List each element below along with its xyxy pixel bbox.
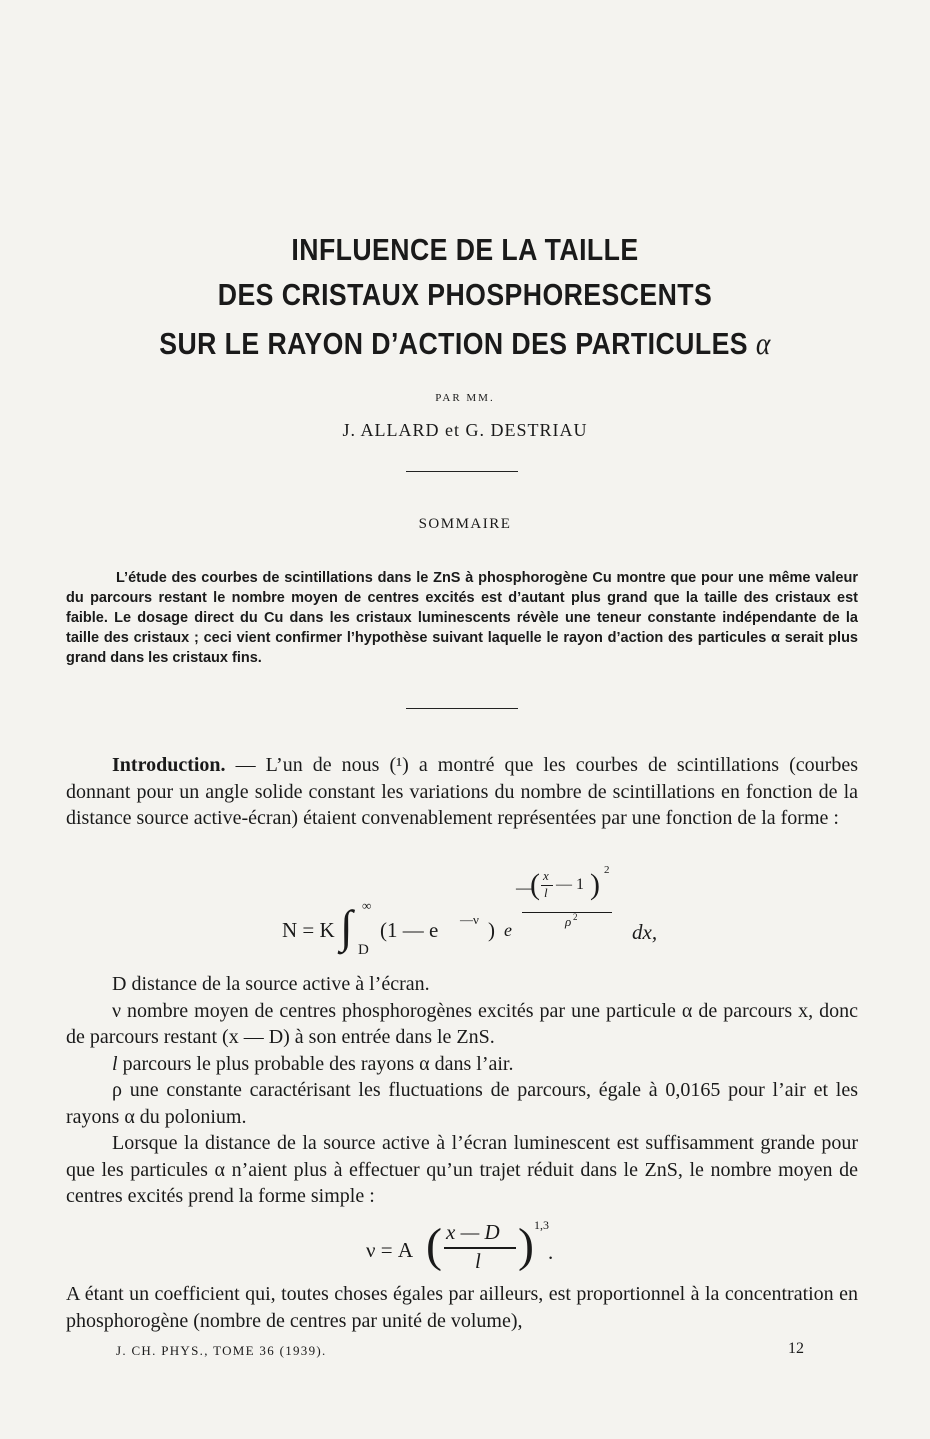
separator-rule bbox=[406, 708, 518, 709]
journal-reference: J. CH. PHYS., TOME 36 (1939). bbox=[116, 1343, 327, 1358]
intro-text: — L’un de nous (¹) a montré que les courbes de scintillations (courbes donnant pour un angle solide constant les variations du nombre de scintillations en fonction de la distance source active-écran) étaient convenablement représentées par une fonction de la forme : bbox=[66, 754, 858, 829]
exponent-square: 2 bbox=[604, 864, 610, 876]
definition-item bbox=[66, 998, 858, 1051]
formula-e: e bbox=[504, 920, 512, 940]
byline-par: PAR MM. bbox=[435, 392, 495, 404]
definition-text: nombre moyen de centres phosphorogènes excités par une particule α de parcours x, donc de parcours restant (x — D) à son entrée dans le ZnS. bbox=[66, 999, 858, 1048]
definition-text: une constante caractérisant les fluctuations de parcours, égale à 0,0165 pour l’air et les rayons α du polonium. bbox=[66, 1079, 858, 1128]
title-line-3 bbox=[65, 327, 865, 359]
formula-factor: (1 — e bbox=[380, 918, 439, 942]
integral-sign: ∫ bbox=[340, 901, 353, 952]
formula2-close-paren: ) bbox=[518, 1219, 534, 1272]
sommaire-text: L’étude des courbes de scintillations dans le ZnS à phosphorogène Cu montre que pour une même valeur du parcours restant le nombre moyen de centres excités est d’autant plus grand que la taille des cristaux est faible. Le dosage direct du Cu dans les cristaux luminescents révèle une teneur constante indépendante de la taille des cristaux ; ceci vient confirmer l’hypothèse suivant laquelle le rayon d’action des particules α serait plus grand dans les cristaux fins. bbox=[66, 570, 858, 666]
definition-item bbox=[66, 1077, 858, 1130]
formula-neg-nu: —ν bbox=[460, 912, 479, 927]
title-alpha: α bbox=[755, 325, 771, 361]
formula2-open-paren: ( bbox=[426, 1219, 442, 1272]
formula2-numerator: x — D bbox=[446, 1220, 500, 1244]
separator-rule bbox=[406, 471, 518, 472]
definitions-block bbox=[66, 971, 858, 1210]
formula-dx: dx, bbox=[632, 920, 658, 944]
formula-close-paren: ) bbox=[488, 918, 495, 942]
definition-text: parcours le plus probable des rayons α dans l’air. bbox=[117, 1052, 514, 1075]
sommaire-heading: SOMMAIRE bbox=[418, 516, 512, 532]
integral-upper-bound: ∞ bbox=[362, 898, 372, 913]
definition-text: distance de la source active à l’écran. bbox=[126, 973, 430, 995]
exponent-main-bar bbox=[522, 912, 612, 913]
title-line-1: INFLUENCE DE LA TAILLE bbox=[291, 232, 639, 267]
intro-heading: Introduction. bbox=[112, 754, 226, 776]
paragraph: A étant un coefficient qui, toutes choses égales par ailleurs, est proportionnel à la concentration en phosphorogène (nombre de centres par unité de volume), bbox=[66, 1283, 858, 1332]
exponent-rho: ρ bbox=[565, 914, 572, 929]
formula2-denominator: l bbox=[475, 1249, 481, 1273]
definition-symbol: D bbox=[112, 973, 127, 995]
exponent-open-paren: ( bbox=[530, 868, 540, 901]
exponent-rho-square: 2 bbox=[573, 912, 578, 922]
exponent-minus-one: — 1 bbox=[556, 876, 584, 893]
formula2-end: . bbox=[548, 1240, 554, 1264]
formula2-exponent: 1,3 bbox=[534, 1218, 549, 1232]
definition-item bbox=[66, 1051, 858, 1078]
title-line-3-text: SUR LE RAYON D’ACTION DES PARTICULES bbox=[159, 326, 748, 361]
formula2-lhs: ν = A bbox=[366, 1238, 414, 1262]
page-number: 12 bbox=[788, 1340, 804, 1357]
intro-paragraph bbox=[66, 752, 858, 832]
scintillation-formula bbox=[280, 864, 700, 960]
definition-symbol: ρ bbox=[112, 1079, 122, 1101]
authors: J. ALLARD et G. DESTRIAU bbox=[342, 420, 588, 440]
exponent-close-paren: ) bbox=[590, 868, 600, 901]
title-line-2: DES CRISTAUX PHOSPHORESCENTS bbox=[217, 277, 713, 312]
exponent-x: x bbox=[543, 868, 549, 883]
integral-lower-bound: D bbox=[358, 942, 369, 958]
exponent-l: l bbox=[544, 885, 548, 900]
formula-lhs: N = K bbox=[282, 918, 335, 942]
nu-formula bbox=[360, 1218, 600, 1278]
paragraph: Lorsque la distance de la source active à l’écran luminescent est suffisamment grande pour que les particules α n’aient plus à effectuer qu’un trajet réduit dans le ZnS, le nombre moyen de centres excités prend la forme simple : bbox=[66, 1132, 858, 1207]
definition-symbol: l bbox=[112, 1052, 118, 1075]
definition-symbol: ν bbox=[112, 999, 122, 1022]
definition-item bbox=[66, 971, 858, 998]
exponent-minus: — bbox=[516, 878, 533, 897]
